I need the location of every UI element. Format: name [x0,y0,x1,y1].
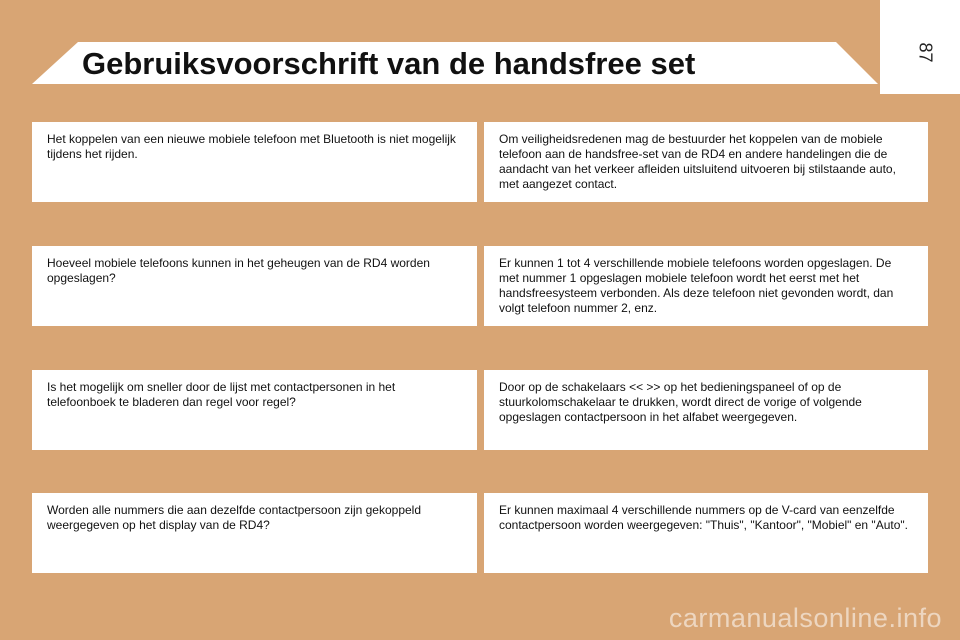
page-number: 87 [915,42,936,63]
faq-answer-1: Om veiligheidsredenen mag de bestuurder het koppelen van de mobiele telefoon aan de handsfree-set van de RD4 en andere handelingen die de aandacht van het verkeer afleiden uitsluitend uitvoeren bij stilstaande auto, met aangezet contact. [484,122,928,202]
faq-answer-4: Er kunnen maximaal 4 verschillende nummers op de V-card van eenzelfde contactpersoon worden weergegeven: "Thuis", "Kantoor", "Mobiel" en "Auto". [484,493,928,573]
page-title: Gebruiksvoorschrift van de handsfree set [82,46,696,81]
faq-question-2: Hoeveel mobiele telefoons kunnen in het geheugen van de RD4 worden opgeslagen? [32,246,477,326]
watermark: carmanualsonline.info [668,603,942,633]
faq-answer-3: Door op de schakelaars << >> op het bedieningspaneel of op de stuurkolomschakelaar te drukken, wordt direct de vorige of volgende opgeslagen contactpersoon in het alfabet weergegeven. [484,370,928,450]
faq-answer-2: Er kunnen 1 tot 4 verschillende mobiele telefoons worden opgeslagen. De met nummer 1 opgeslagen mobiele telefoon wordt het eerst met het handsfreesysteem verbonden. Als deze telefoon niet gevonden wordt, dan volgt telefoon nummer 2, enz. [484,246,928,326]
faq-question-4: Worden alle nummers die aan dezelfde contactpersoon zijn gekoppeld weergegeven op het display van de RD4? [32,493,477,573]
faq-question-1: Het koppelen van een nieuwe mobiele telefoon met Bluetooth is niet mogelijk tijdens het rijden. [32,122,477,202]
faq-question-3: Is het mogelijk om sneller door de lijst met contactpersonen in het telefoonboek te bladeren dan regel voor regel? [32,370,477,450]
